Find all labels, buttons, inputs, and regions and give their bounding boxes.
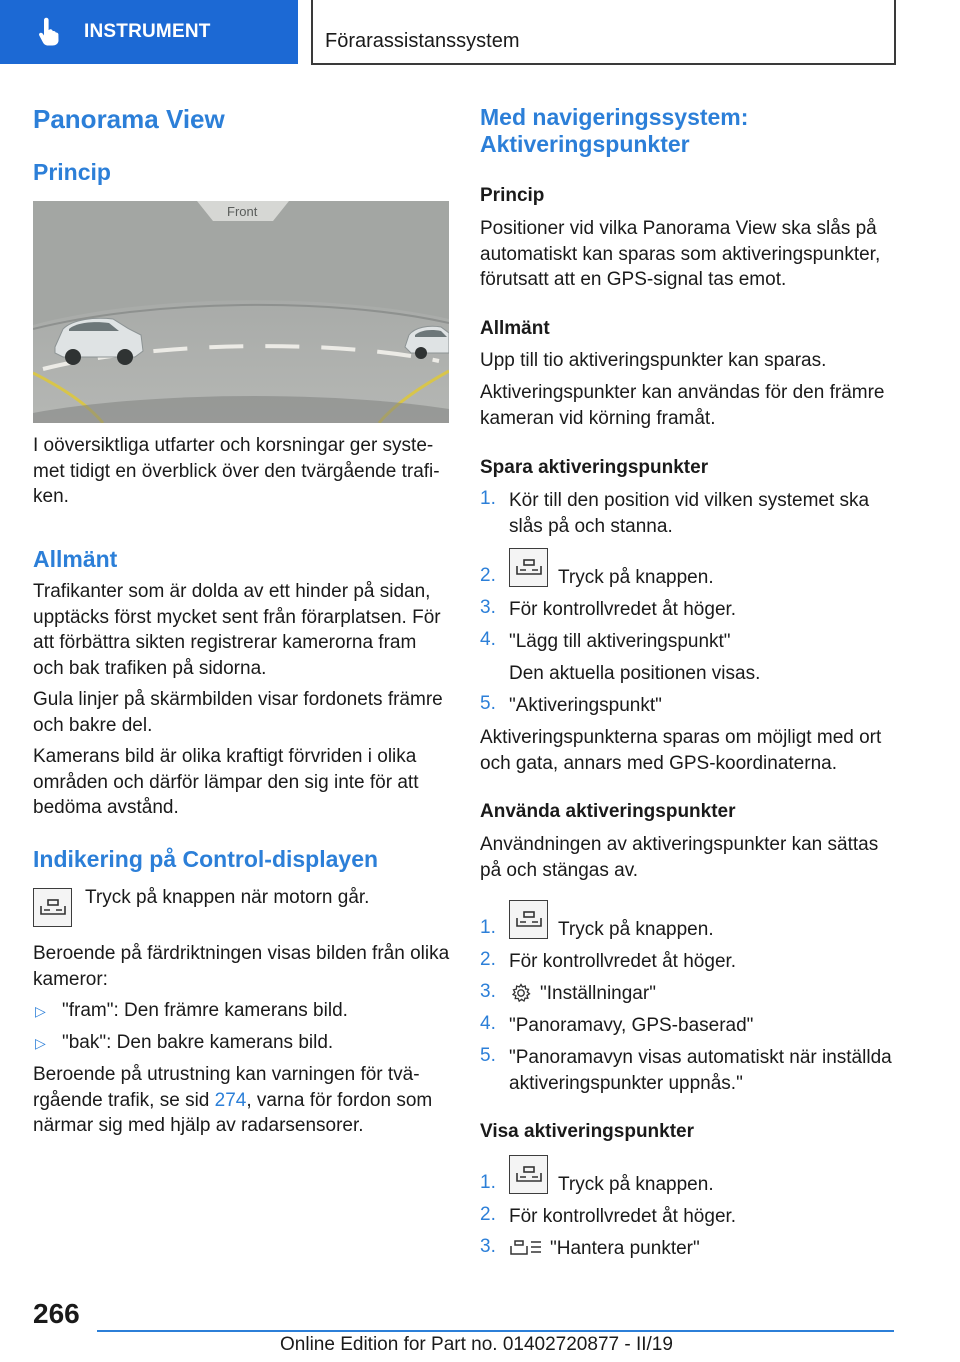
step-number: 3. [480,981,496,1002]
text-line: områden och därför lämpar den sig inte för att [33,771,419,793]
bullet-item: "bak": Den bakre kamerans bild. [62,1032,334,1053]
text-line: Beroende på utrustning kan varningen för tvä- [33,1064,420,1085]
step-text: "Hantera punkter" [550,1238,700,1259]
text-line: bedöma avstånd. [33,797,179,818]
heading-line: Aktiveringspunkter [480,131,690,157]
step-number: 1. [480,1172,496,1193]
text-fragment: rgående trafik, se sid [33,1089,215,1111]
step-text: Tryck på knappen. [558,567,714,588]
text-line: Användningen av aktiveringspunkter kan sättas [480,834,879,855]
step-number: 4. [480,1013,496,1034]
step-number: 1. [480,488,496,509]
general-paragraph-1 [33,579,441,681]
general-paragraph-3 [33,744,418,821]
chapter-tab-label: INSTRUMENT [84,21,211,42]
step-text: För kontrollvredet åt höger. [509,951,737,972]
text-line: ken. [33,486,69,507]
step-text: För kontrollvredet åt höger. [509,599,737,620]
page-link[interactable]: 274 [214,1089,247,1111]
text-line: kameran vid körning framåt. [480,407,716,429]
step-text: Tryck på knappen. [558,1174,714,1195]
step-text [509,1045,892,1096]
section-title: Förarassistanssystem [325,30,520,52]
use-intro-paragraph [480,832,878,883]
heading-line: Med navigeringssystem: [480,104,749,130]
text-line: och gata, annars med GPS-koordinaterna. [480,752,837,774]
direction-paragraph [33,941,449,992]
bullet-triangle-icon: ▷ [35,1035,46,1051]
intro-paragraph [33,433,440,510]
chapter-tab[interactable] [0,0,298,64]
panorama-camera-button-icon [509,900,548,939]
indication-text: Tryck på knappen när motorn går. [85,887,370,908]
step-number: 2. [480,565,496,586]
step-text: Tryck på knappen. [558,919,714,940]
principle-paragraph [480,216,880,293]
principle-subheading: Princip [480,185,545,206]
gear-icon [511,983,531,1008]
text-line: kameror: [33,968,108,990]
text-line: närmar sig med hjälp av radarsensorer. [33,1115,364,1136]
text-line [33,1088,432,1114]
step-number: 3. [480,1236,496,1257]
page-title: Panorama View [33,104,225,134]
text-line: Aktiveringspunkter kan användas för den främre [480,382,885,403]
use-subheading: Använda aktiveringspunkter [480,801,736,822]
step-text: "Inställningar" [540,983,656,1004]
bullet-triangle-icon: ▷ [35,1003,46,1019]
indication-heading: Indikering på Control-displayen [33,846,379,872]
step-number: 3. [480,597,496,618]
panorama-camera-image [33,201,449,423]
general-subheading: Allmänt [480,318,550,339]
principle-heading: Princip [33,159,111,185]
step-text [509,488,869,539]
step-text: "Lägg till aktiveringspunkt" [509,631,731,652]
page-number: 266 [33,1298,80,1329]
text-line: upptäcks först mycket sent från förarplatsen. För [33,606,441,628]
step-text: För kontrollvredet åt höger. [509,1206,737,1227]
edition-text: Online Edition for Part no. 01402720877 - II/19 [280,1334,673,1355]
camera-list-icon [509,1238,543,1263]
text-line: och bak trafiken på sidorna. [33,657,267,679]
panorama-camera-button-icon [509,1155,548,1194]
text-line: "Panoramavyn visas automatiskt när inställda [509,1047,892,1068]
text-line: Kör till den position vid vilken systemet ska [509,490,870,511]
text-line: met tidigt en överblick över den tvärgående trafi- [33,460,440,482]
text-line: Kamerans bild är olika kraftigt förvriden i olika [33,746,417,767]
text-line: Trafikanter som är dolda av ett hinder på sidan, [33,581,431,602]
save-subheading: Spara aktiveringspunkter [480,457,709,478]
hand-pointer-icon [30,12,70,52]
step-number: 2. [480,949,496,970]
show-subheading: Visa aktiveringspunkter [480,1121,695,1142]
step-text: "Aktiveringspunkt" [509,695,662,716]
step-number: 5. [480,1045,496,1066]
footer-divider [97,1330,894,1332]
step-number: 4. [480,629,496,650]
text-line: slås på och stanna. [509,515,673,537]
save-after-paragraph [480,725,881,776]
step-note: Den aktuella positionen visas. [509,663,761,684]
text-line: Beroende på färdriktningen visas bilden från olika [33,943,450,964]
step-text: "Panoramavy, GPS-baserad" [509,1015,754,1036]
text-line: Aktiveringspunkterna sparas om möjligt med ort [480,727,882,748]
text-line: I oöversiktliga utfarter och korsningar ger syste- [33,435,434,456]
general-heading: Allmänt [33,546,118,572]
text-line: automatiskt kan sparas som aktiveringspunkter, [480,243,881,265]
text-line: aktiveringspunkter uppnås." [509,1072,743,1094]
nav-heading [480,104,748,158]
text-line: Positioner vid vilka Panorama View ska slås på [480,218,877,239]
text-fragment: , varna för fordon som [246,1089,433,1111]
step-number: 1. [480,917,496,938]
text-line: och bakre del. [33,714,153,736]
panorama-camera-button-icon [509,548,548,587]
text-line: på och stängas av. [480,859,639,881]
text-line: Gula linjer på skärmbilden visar fordonets främre [33,689,443,710]
general-paragraph-2 [33,687,443,738]
text-line: förutsatt att en GPS-signal tas emot. [480,269,787,290]
front-camera-label: Front [227,204,258,219]
text-line: att förbättra sikten registrerar kamerorna fram [33,632,417,653]
general-paragraph: Upp till tio aktiveringspunkter kan sparas. [480,350,827,371]
bullet-item: "fram": Den främre kamerans bild. [62,1000,348,1021]
step-number: 5. [480,693,496,714]
equipment-paragraph [33,1062,432,1139]
general-paragraph-2 [480,380,885,431]
panorama-camera-button-icon [33,888,72,927]
step-number: 2. [480,1204,496,1225]
